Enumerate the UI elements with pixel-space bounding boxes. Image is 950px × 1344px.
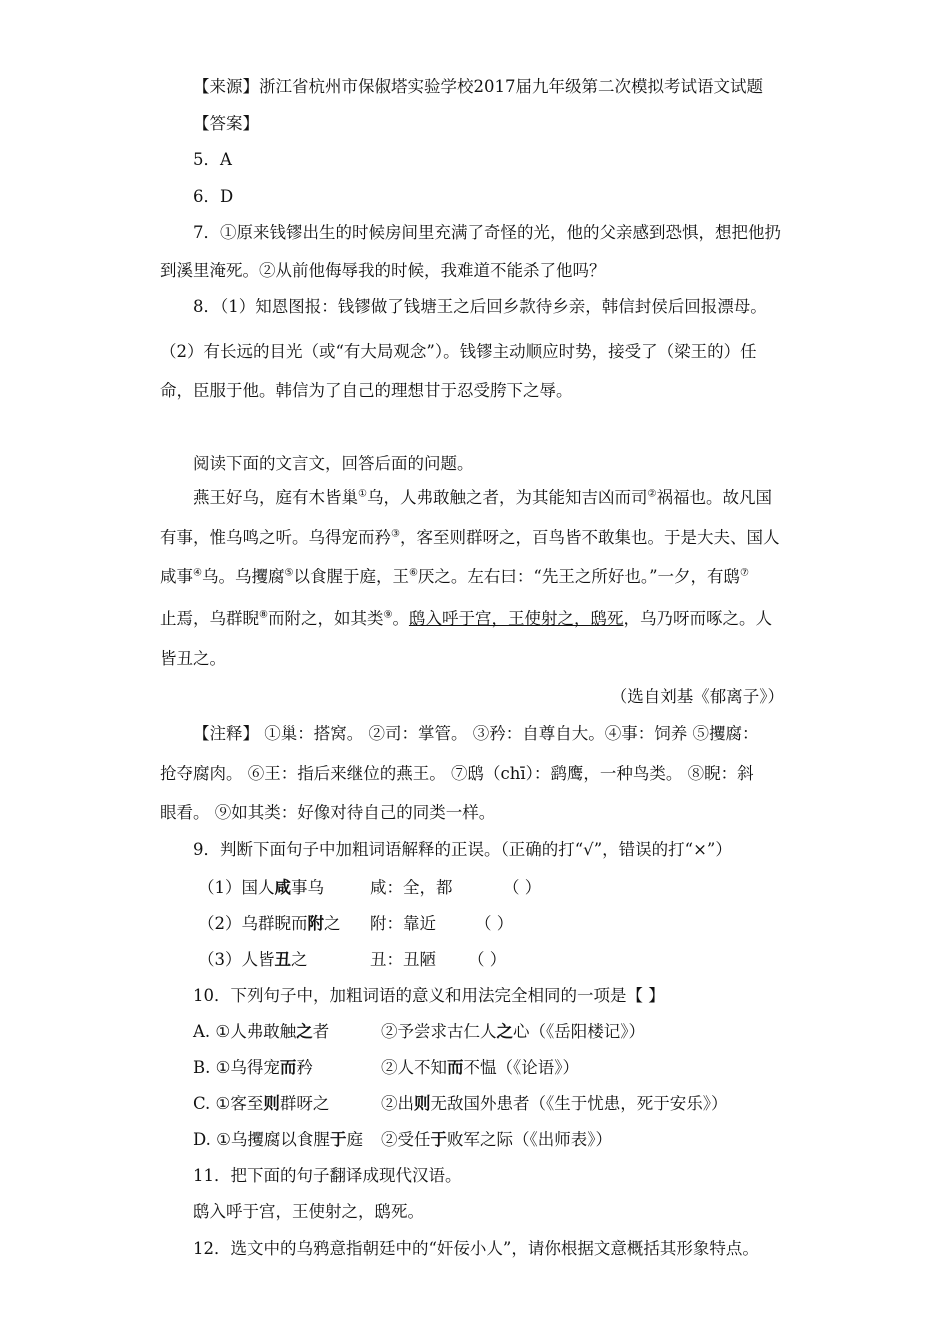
answer-7-line-2: 到溪里淹死。②从前他侮辱我的时候，我难道不能杀了他吗？ <box>160 261 606 280</box>
q11-sentence: 鸱入呼于宫，王使射之，鸱死。 <box>193 1202 424 1221</box>
q10-option-c[interactable]: C. ①客至则群呀之 ②出则无敌国外患者（《生于忧患，死于安乐》） <box>193 1094 728 1113</box>
notes-line-3: 眼看。 ⑨如其类：好像对待自己的同类一样。 <box>160 803 496 822</box>
note-ref: ① <box>358 488 367 500</box>
q10-option-d[interactable]: D. ①乌攫腐以食腥于庭 ②受任于败军之际（《出师表》） <box>193 1130 612 1149</box>
passage-line-5: 皆丑之。 <box>160 649 226 668</box>
q12-stem: 12．选文中的乌鸦意指朝廷中的“奸佞小人”，请你根据文意概括其形象特点。 <box>193 1239 759 1258</box>
answer-6: 6．D <box>193 187 234 206</box>
note-ref: ③ <box>391 528 400 540</box>
answer-8-line-2: （2）有长远的目光（或“有大局观念”）。钱镠主动顺应时势，接受了（梁王的）任 <box>160 342 757 361</box>
note-ref: ⑥ <box>408 567 418 579</box>
answer-5: 5．A <box>193 150 232 169</box>
q9-item-2: （2）乌群睨而附之 附：靠近 （ ） <box>198 914 514 933</box>
answer-heading: 【答案】 <box>193 114 259 133</box>
q9-stem: 9．判断下面句子中加粗词语解释的正误。（正确的打“√”，错误的打“×”） <box>193 840 732 859</box>
q10-option-a[interactable]: A. ①人弗敢触之者 ②予尝求古仁人之心（《岳阳楼记》） <box>193 1022 645 1041</box>
passage-line-1: 燕王好乌，庭有木皆巢①乌，人弗敢触之者，为其能知吉凶而司②祸福也。故凡国 <box>193 488 772 507</box>
note-ref: ⑦ <box>740 567 749 579</box>
notes-line-1: 【注释】 ①巢：搭窝。 ②司：掌管。 ③矜：自尊自大。④事：饲养 ⑤攫腐： <box>193 724 759 743</box>
source-line: 【来源】浙江省杭州市保俶塔实验学校2017届九年级第二次模拟考试语文试题 <box>193 77 763 96</box>
q10-option-b[interactable]: B. ①乌得宠而矜 ②人不知而不愠（《论语》） <box>193 1058 579 1077</box>
q10-stem: 10．下列句子中，加粗词语的意义和用法完全相同的一项是【 】 <box>193 986 665 1005</box>
q9-item-1: （1）国人咸事乌 咸：全，都 （ ） <box>198 878 542 897</box>
answer-8-line-3: 命，臣服于他。韩信为了自己的理想甘于忍受胯下之辱。 <box>160 381 573 400</box>
answer-8-line-1: 8．（1）知恩图报：钱镠做了钱塘王之后回乡款待乡亲，韩信封侯后回报漂母。 <box>193 297 767 316</box>
passage-line-2: 有事，惟乌鸣之听。乌得宠而矜③，客至则群呀之，百鸟皆不敢集也。于是大夫、国人 <box>160 528 780 547</box>
underlined-sentence: 鸱入呼于宫，王使射之，鸱死 <box>408 609 624 628</box>
note-ref: ⑤ <box>284 567 294 579</box>
q9-item-3: （3）人皆丑之 丑：丑陋 （ ） <box>198 950 507 969</box>
passage-line-3: 咸事④乌。乌攫腐⑤以食腥于庭，王⑥厌之。左右曰：“先王之所好也。”一夕，有鸱⑦ <box>160 567 749 586</box>
passage-line-4: 止焉，乌群睨⑧而附之，如其类⑨。鸱入呼于宫，王使射之，鸱死，乌乃呀而啄之。人 <box>160 609 772 628</box>
note-ref: ② <box>647 488 657 500</box>
answer-blank[interactable]: （ ） <box>475 914 514 933</box>
note-ref: ④ <box>193 567 202 579</box>
note-ref: ⑧ <box>259 609 268 621</box>
citation: （选自刘基《郁离子》） <box>610 687 784 706</box>
q11-stem: 11．把下面的句子翻译成现代汉语。 <box>193 1166 462 1185</box>
notes-line-2: 抢夺腐肉。 ⑥王：指后来继位的燕王。 ⑦鸱（chī）：鹞鹰，一种鸟类。 ⑧睨：斜 <box>160 764 754 783</box>
answer-7-line-1: 7．①原来钱镠出生的时候房间里充满了奇怪的光，他的父亲感到恐惧，想把他扔 <box>193 223 781 242</box>
answer-blank[interactable]: （ ） <box>503 878 542 897</box>
note-ref: ⑨ <box>383 609 393 621</box>
answer-blank[interactable]: （ ） <box>468 950 507 969</box>
reading-intro: 阅读下面的文言文，回答后面的问题。 <box>193 454 474 473</box>
